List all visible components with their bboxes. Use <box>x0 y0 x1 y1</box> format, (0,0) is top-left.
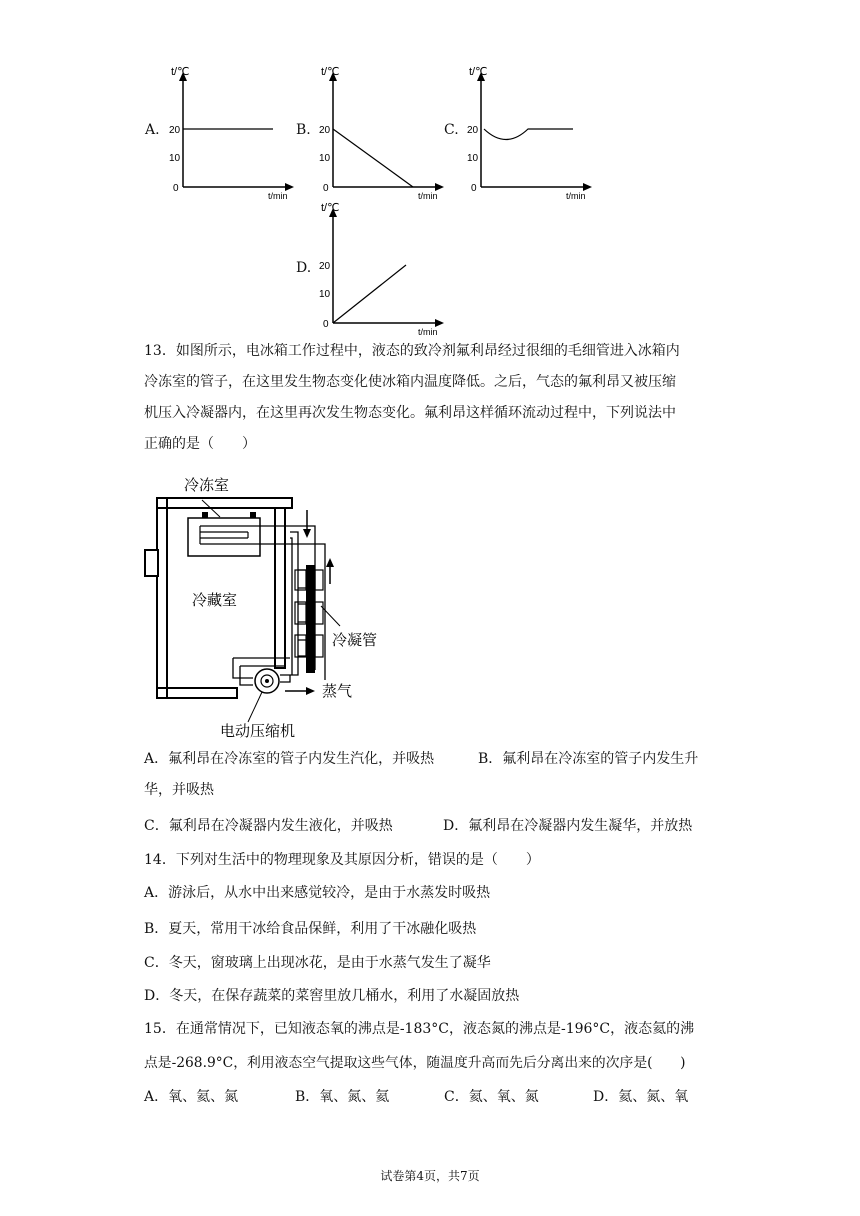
q14-stem: 14．下列对生活中的物理现象及其原因分析，错误的是（ ） <box>144 852 540 868</box>
tick-0: 0 <box>323 319 329 330</box>
q15-stem-line-1: 15．在通常情况下，已知液态氧的沸点是-183°C，液态氮的沸点是-196°C，液态氦的沸 <box>144 1021 695 1037</box>
x-axis-label: t/min <box>268 191 288 201</box>
q13-option-d[interactable]: D．氟利昂在冷凝器内发生凝华，并放热 <box>443 818 693 834</box>
q15-option-c[interactable]: C．氦、氧、氮 <box>444 1089 539 1105</box>
q13-option-a[interactable]: A．氟利昂在冷冻室的管子内发生汽化，并吸热 <box>144 751 435 767</box>
tick-20: 20 <box>169 125 181 136</box>
tick-20: 20 <box>319 261 331 272</box>
y-axis-label: t/℃ <box>171 66 190 78</box>
y-axis-label: t/℃ <box>321 66 340 78</box>
tick-10: 10 <box>169 153 181 164</box>
q13-stem-line-3: 机压入冷凝器内，在这里再次发生物态变化。氟利昂这样循环流动过程中，下列说法中 <box>144 405 676 421</box>
label-freezer: 冷冻室 <box>184 477 230 494</box>
label-steam: 蒸气 <box>322 683 353 700</box>
option-c-letter: C. <box>444 122 459 138</box>
q13-option-b-continued: 华，并吸热 <box>144 782 214 798</box>
option-d-letter: D. <box>296 260 312 276</box>
y-axis-label: t/℃ <box>469 66 488 78</box>
q13-stem-line-2: 冷冻室的管子，在这里发生物态变化使冰箱内温度降低。之后，气态的氟利昂又被压缩 <box>144 374 676 390</box>
temperature-line <box>333 265 406 323</box>
q14-option-b[interactable]: B．夏天，常用干冰给食品保鲜，利用了干冰融化吸热 <box>144 921 477 937</box>
label-compressor: 电动压缩机 <box>220 723 296 740</box>
temperature-line <box>484 129 573 140</box>
q13-option-b[interactable]: B．氟利昂在冷冻室的管子内发生升 <box>478 751 699 767</box>
page-footer: 试卷第4页，共7页 <box>380 1169 480 1183</box>
q15-option-a[interactable]: A．氧、氦、氮 <box>144 1089 239 1105</box>
tick-0: 0 <box>471 183 477 194</box>
tick-0: 0 <box>323 183 329 194</box>
q13-option-c[interactable]: C．氟利昂在冷凝器内发生液化，并吸热 <box>144 818 393 834</box>
graph-a <box>168 62 298 202</box>
tick-20: 20 <box>467 125 479 136</box>
q13-stem-line-1: 13．如图所示，电冰箱工作过程中，液态的致冷剂氟利昂经过很细的毛细管进入冰箱内 <box>144 343 680 359</box>
graph-c <box>466 62 596 202</box>
tick-10: 10 <box>467 153 479 164</box>
label-condenser: 冷凝管 <box>332 632 378 649</box>
label-fridge: 冷藏室 <box>192 592 238 609</box>
q15-stem-line-2: 点是-268.9°C，利用液态空气提取这些气体，随温度升高而先后分离出来的次序是( ) <box>144 1055 686 1071</box>
graph-d <box>318 198 448 338</box>
graph-b <box>318 62 448 202</box>
q15-option-b[interactable]: B．氧、氮、氦 <box>295 1089 390 1105</box>
refrigerator-diagram <box>140 470 400 740</box>
q15-option-d[interactable]: D．氦、氮、氧 <box>593 1089 689 1105</box>
q14-option-d[interactable]: D．冬天，在保存蔬菜的菜窖里放几桶水，利用了水凝固放热 <box>144 988 520 1004</box>
q14-option-c[interactable]: C．冬天，窗玻璃上出现冰花，是由于水蒸气发生了凝华 <box>144 955 491 971</box>
tick-0: 0 <box>173 183 179 194</box>
option-b-letter: B. <box>296 122 311 138</box>
x-axis-label: t/min <box>566 191 586 201</box>
y-axis-label: t/℃ <box>321 202 340 214</box>
x-axis-label: t/min <box>418 191 438 201</box>
temperature-line <box>333 129 413 187</box>
x-axis-label: t/min <box>418 327 438 337</box>
tick-10: 10 <box>319 153 331 164</box>
tick-10: 10 <box>319 289 331 300</box>
option-a-letter: A. <box>145 122 160 138</box>
q13-stem-line-4: 正确的是（ ） <box>144 436 256 452</box>
q14-option-a[interactable]: A．游泳后，从水中出来感觉较冷，是由于水蒸发时吸热 <box>144 885 491 901</box>
tick-20: 20 <box>319 125 331 136</box>
